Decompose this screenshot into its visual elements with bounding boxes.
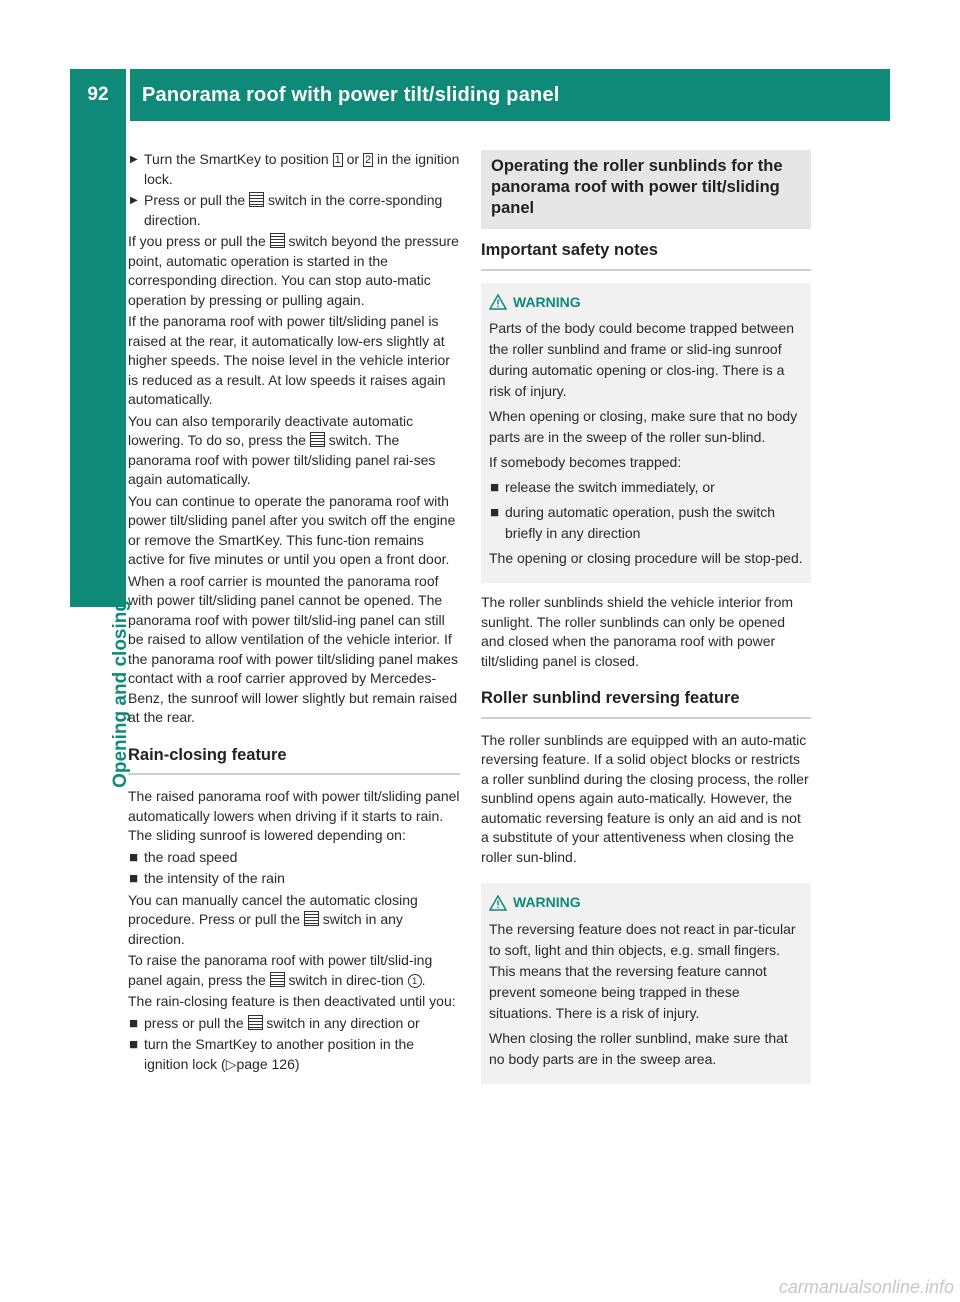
warning-triangle-icon	[489, 294, 507, 310]
switch-icon	[310, 432, 325, 447]
page-title: Panorama roof with power tilt/sliding panel	[142, 84, 560, 106]
bullet-icon: ■	[129, 848, 139, 866]
text: switch in the corre-sponding direction.	[144, 192, 443, 228]
warning-text: When closing the roller sunblind, make sure that no body parts are in the sweep area.	[489, 1029, 788, 1067]
list-item: ■ press or pull the switch in any direction or	[129, 1014, 420, 1032]
bullet-icon: ■	[129, 1014, 139, 1032]
list-item: ■ during automatic operation, push the switch briefly in any direction	[490, 504, 776, 541]
switch-icon	[249, 192, 264, 207]
chapter-label-text: Opening and closing	[110, 600, 131, 788]
paragraph: The raised panorama roof with power tilt/sliding panel automatically lowers when driving if it starts to rain. The sliding sunroof is lowered depending on:	[128, 788, 460, 843]
page-ref-arrow-icon: ▷	[225, 1055, 237, 1072]
key-1-icon: 1	[334, 154, 341, 166]
text: Press or pull the	[144, 192, 250, 208]
warning-title	[489, 893, 803, 913]
bullet-icon: ■	[129, 870, 139, 887]
position-1-icon: 1	[408, 974, 422, 988]
paragraph: You can continue to operate the panorama roof with power tilt/sliding panel after you switch off the engine or remove the SmartKey. This func-tion remains active for five minutes or until you open a front door.	[128, 492, 456, 567]
paragraph: The roller sunblinds are equipped with an auto-matic reversing feature. If a solid object blocks or restricts a roller sunblind during the closing process, the roller sunblind opens again auto-matically. However, the automatic reversing feature is only an aid and is not a substitute of your attentiveness when closing the roller sun-blind.	[481, 731, 809, 865]
header-divider	[126, 69, 130, 121]
warning-box	[481, 883, 811, 1084]
bullet-icon: ■	[490, 504, 500, 521]
paragraph: The rain-closing feature is then deactivated until you:	[128, 993, 456, 1009]
list-item: ■ release the switch immediately, or	[490, 479, 715, 496]
bullet-icon: ■	[490, 479, 500, 496]
paragraph: To raise the panorama roof with power tilt/slid-ing panel again, press the switch in direc-tion 1 .	[128, 952, 433, 988]
warning-text: The opening or closing procedure will be stop-ped.	[489, 550, 803, 566]
warning-title	[489, 293, 803, 313]
instruction-step	[128, 150, 460, 189]
warning-text: Parts of the body could become trapped between the roller sunblind and frame or slid-ing sunroof during automatic opening or clos-ing. There is a risk of injury.	[489, 320, 795, 399]
right-column	[481, 150, 811, 1084]
warning-label: WARNING	[513, 293, 581, 310]
text: Turn the SmartKey to position	[144, 151, 333, 167]
warning-label: WARNING	[513, 894, 581, 910]
list-item: ■ the intensity of the rain	[129, 870, 285, 887]
subsection-heading	[481, 241, 811, 271]
instruction-step	[128, 191, 460, 230]
heading-reversing-feature: Roller sunblind reversing feature	[481, 689, 740, 707]
warning-triangle-icon	[489, 895, 507, 911]
switch-icon	[270, 233, 285, 248]
text: in the ignition lock.	[144, 151, 460, 187]
bullet-icon: ■	[129, 1036, 139, 1053]
paragraph: The roller sunblinds shield the vehicle interior from sunlight. The roller sunblinds can only be opened and closed when the panorama roof with power tilt/sliding panel is closed.	[481, 594, 794, 669]
watermark: carmanualsonline.info	[778, 1277, 954, 1297]
key-2-icon: 2	[364, 154, 372, 166]
warning-box	[481, 283, 811, 584]
chapter-label	[84, 600, 131, 908]
warning-text: If somebody becomes trapped:	[489, 454, 682, 470]
step-arrow-icon: ▶	[130, 195, 138, 206]
switch-icon	[270, 972, 285, 987]
warning-text: When opening or closing, make sure that no body parts are in the sweep of the roller sun-blind.	[489, 408, 798, 445]
left-column	[128, 150, 460, 1076]
section-heading	[128, 746, 460, 776]
list-item: ■ the road speed	[129, 848, 238, 866]
section-heading: Operating the roller sunblinds for the panorama roof with power tilt/sliding panel	[481, 150, 811, 229]
switch-icon	[304, 911, 319, 926]
heading-rain-closing: Rain-closing feature	[128, 745, 287, 764]
heading-safety-notes: Important safety notes	[481, 241, 658, 259]
text: or	[342, 151, 363, 167]
chapter-tab	[70, 121, 126, 607]
warning-text: The reversing feature does not react in par-ticular to soft, light and thin objects, e.g. small fingers. This means that the reversing feature cannot prevent someone being trapped in these situations. There is a risk of injury.	[489, 920, 796, 1021]
subsection-heading	[481, 689, 811, 719]
switch-icon	[248, 1015, 263, 1030]
list-item: ■ turn the SmartKey to another position in the ignition lock (▷page 126)	[129, 1036, 415, 1072]
paragraph: You can manually cancel the automatic closing procedure. Press or pull the switch in any direction.	[128, 891, 418, 947]
paragraph: When a roof carrier is mounted the panorama roof with power tilt/sliding panel cannot be opened. The panorama roof with power tilt/slid-ing panel can still be raised to allow ventilation of the vehicle interior. If the panorama roof with power tilt/sliding panel makes contact with a roof carrier approved by Mercedes-Benz, the sunroof will lower slightly but remain raised at the rear.	[128, 572, 458, 725]
paragraph: You can also temporarily deactivate automatic lowering. To do so, press the switch. The panorama roof with power tilt/sliding panel rai-ses again automatically.	[128, 412, 436, 487]
page-reference-link[interactable]: page 126)	[236, 1055, 300, 1072]
step-arrow-icon: ▶	[130, 154, 138, 165]
paragraph: If you press or pull the switch beyond the pressure point, automatic operation is started in the corresponding direction. You can stop auto-matic operation by pressing or pulling again.	[128, 233, 459, 308]
page-number: 92	[87, 84, 109, 105]
paragraph: If the panorama roof with power tilt/sliding panel is raised at the rear, it automatically low-ers slightly at higher speeds. The noise level in the vehicle interior is reduced as a result. At low speeds it raises again automatically.	[128, 313, 450, 407]
